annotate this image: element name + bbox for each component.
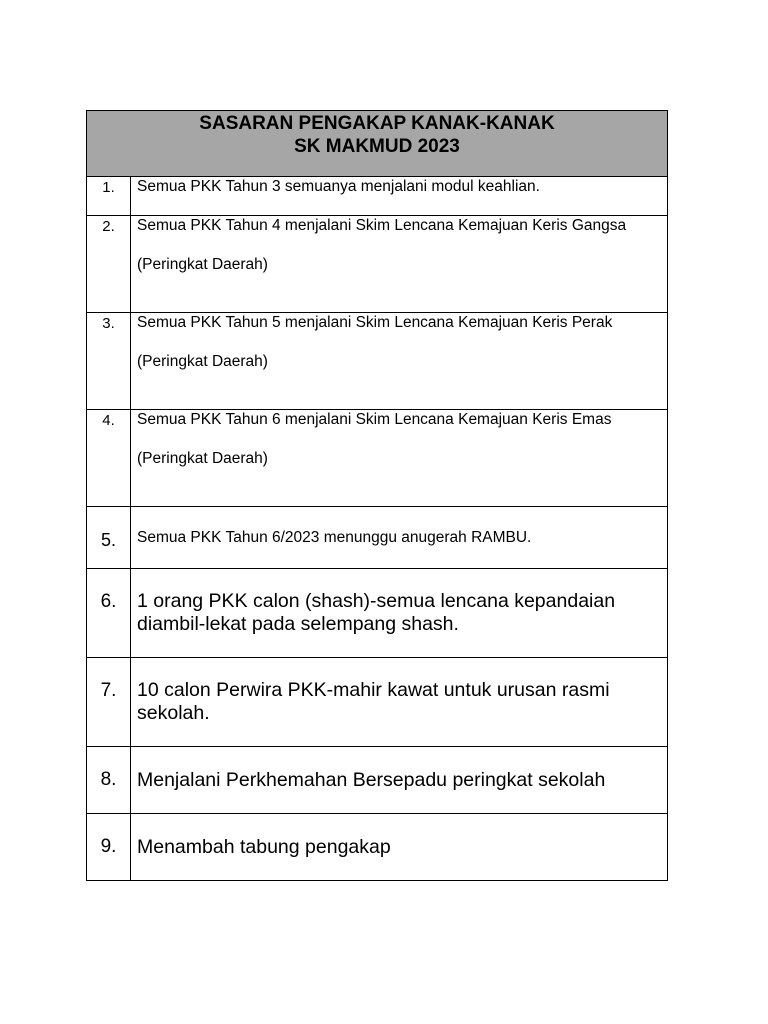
- row-main-text: 1 orang PKK calon (shash)-semua lencana kepandaian diambil-lekat pada selempang shash.: [137, 590, 616, 635]
- table-row: [87, 747, 668, 814]
- row-number: 1.: [87, 177, 131, 216]
- row-number: 9.: [87, 814, 131, 881]
- row-main-text: Semua PKK Tahun 6 menjalani Skim Lencana Kemajuan Keris Emas: [137, 411, 612, 428]
- table-row: [87, 177, 668, 216]
- row-number: 4.: [87, 410, 131, 507]
- table-row: [87, 507, 668, 569]
- row-number: 7.: [87, 658, 131, 747]
- table-row: [87, 569, 668, 658]
- table-row: [87, 216, 668, 313]
- table-header-row: [87, 111, 668, 177]
- title-line-2: SK MAKMUD 2023: [294, 136, 460, 157]
- row-number: 3.: [87, 313, 131, 410]
- row-text: [131, 177, 668, 216]
- row-number: 5.: [87, 507, 131, 569]
- row-text: [131, 216, 668, 313]
- row-main-text: Semua PKK Tahun 6/2023 menunggu anugerah RAMBU.: [137, 528, 532, 546]
- row-main-text: Semua PKK Tahun 4 menjalani Skim Lencana Kemajuan Keris Gangsa: [137, 217, 627, 234]
- table-row: [87, 814, 668, 881]
- row-sub-text: (Peringkat Daerah): [137, 256, 268, 273]
- row-main-text: Semua PKK Tahun 5 menjalani Skim Lencana Kemajuan Keris Perak: [137, 314, 613, 331]
- row-sub-text: (Peringkat Daerah): [137, 353, 268, 370]
- row-text: [131, 569, 668, 658]
- row-sub-text: (Peringkat Daerah): [137, 450, 268, 467]
- row-text: [131, 658, 668, 747]
- row-text: [131, 814, 668, 881]
- row-text: [131, 313, 668, 410]
- table-row: [87, 410, 668, 507]
- table-title: [87, 111, 668, 177]
- row-number: 2.: [87, 216, 131, 313]
- row-main-text: Menjalani Perkhemahan Bersepadu peringkat sekolah: [137, 768, 606, 791]
- table-row: [87, 313, 668, 410]
- row-number: 6.: [87, 569, 131, 658]
- row-main-text: Menambah tabung pengakap: [137, 835, 391, 858]
- row-text: [131, 410, 668, 507]
- row-number: 8.: [87, 747, 131, 814]
- title-line-1: SASARAN PENGAKAP KANAK-KANAK: [199, 113, 555, 134]
- targets-table: [86, 110, 668, 881]
- row-main-text: Semua PKK Tahun 3 semuanya menjalani modul keahlian.: [137, 178, 540, 195]
- row-text: [131, 507, 668, 569]
- row-main-text: 10 calon Perwira PKK-mahir kawat untuk urusan rasmi sekolah.: [137, 679, 610, 724]
- table-row: [87, 658, 668, 747]
- row-text: [131, 747, 668, 814]
